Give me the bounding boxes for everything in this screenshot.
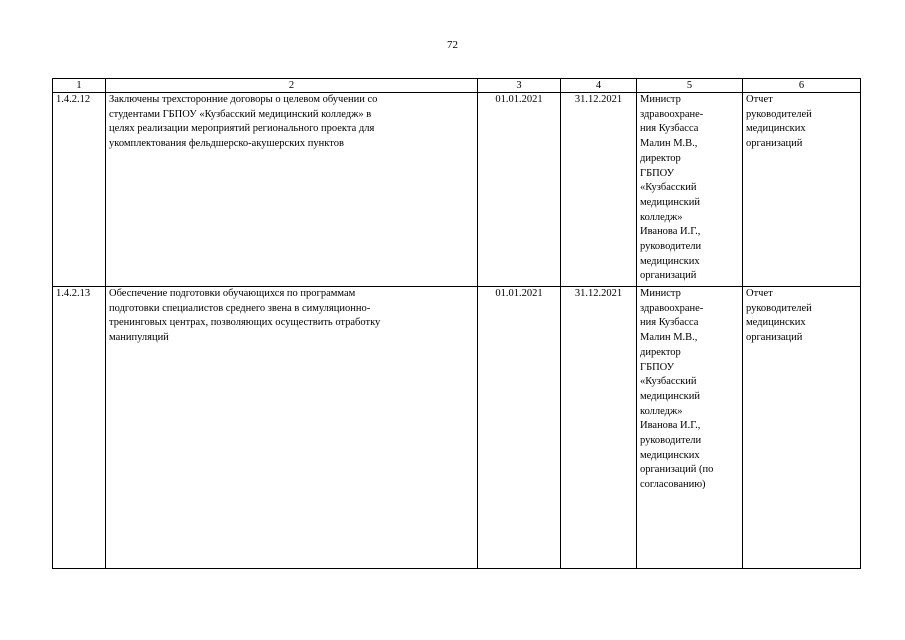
- responsible-line: «Кузбасский: [640, 182, 697, 194]
- responsible-line: руководители: [640, 435, 702, 447]
- report-line: руководителей: [746, 108, 812, 120]
- row-responsible: [637, 93, 743, 287]
- column-header-5: 5: [637, 79, 743, 93]
- responsible-line: ГБПОУ: [640, 361, 675, 373]
- row-report: [743, 93, 861, 287]
- responsible-line: медицинский: [640, 196, 700, 208]
- row-start-date: 01.01.2021: [478, 93, 561, 287]
- description-line: Обеспечение подготовки обучающихся по программам: [109, 288, 356, 299]
- column-header-3: 3: [478, 79, 561, 93]
- responsible-line: колледж»: [640, 211, 683, 223]
- description-line: Заключены трехсторонние договоры о целевом обучении со: [109, 94, 378, 105]
- row-description: [106, 93, 478, 287]
- page-number: 72: [447, 39, 458, 51]
- responsible-line: ния Кузбасса: [640, 123, 699, 135]
- responsible-line: директор: [640, 346, 681, 358]
- header-row: [53, 79, 861, 93]
- report-line: Отчет: [746, 288, 773, 299]
- row-responsible: [637, 287, 743, 569]
- report-line: руководителей: [746, 302, 812, 314]
- description-line: целях реализации мероприятий регионального проекта для: [109, 123, 375, 135]
- column-header-4: 4: [561, 79, 637, 93]
- row-end-date: 31.12.2021: [561, 93, 637, 287]
- column-header-1: 1: [53, 79, 106, 93]
- responsible-line: Иванова И.Г.,: [640, 226, 701, 238]
- row-start-date: 01.01.2021: [478, 287, 561, 569]
- description-line: манипуляций: [109, 332, 169, 344]
- responsible-line: согласованию): [640, 479, 706, 491]
- report-line: организаций: [746, 138, 803, 150]
- responsible-line: организаций (по: [640, 464, 714, 476]
- responsible-line: здравоохране-: [640, 108, 704, 120]
- description-line: студентами ГБПОУ «Кузбасский медицинский колледж» в: [109, 108, 372, 120]
- responsible-line: медицинских: [640, 449, 700, 461]
- responsible-line: колледж»: [640, 405, 683, 417]
- responsible-line: Малин М.В.,: [640, 138, 698, 150]
- table-row: [53, 93, 861, 287]
- table-header: [53, 79, 861, 93]
- table-body: [53, 93, 861, 569]
- row-report: [743, 287, 861, 569]
- row-code: 1.4.2.12: [53, 93, 106, 287]
- responsible-line: медицинский: [640, 390, 700, 402]
- column-header-2: 2: [106, 79, 478, 93]
- responsible-line: ГБПОУ: [640, 167, 675, 179]
- responsible-line: медицинских: [640, 255, 700, 267]
- responsible-line: Министр: [640, 288, 681, 299]
- description-line: укомплектования фельдшерско-акушерских пунктов: [109, 138, 344, 150]
- responsible-line: руководители: [640, 241, 702, 253]
- responsible-line: Иванова И.Г.,: [640, 420, 701, 432]
- responsible-line: ния Кузбасса: [640, 317, 699, 329]
- activity-plan-table: [52, 78, 861, 569]
- responsible-line: Министр: [640, 94, 681, 105]
- responsible-line: «Кузбасский: [640, 376, 697, 388]
- table-row: [53, 287, 861, 569]
- row-description: [106, 287, 478, 569]
- description-line: подготовки специалистов среднего звена в симуляционно-: [109, 302, 371, 314]
- description-line: тренинговых центрах, позволяющих осуществить отработку: [109, 317, 381, 329]
- responsible-line: организаций: [640, 270, 697, 282]
- row-code: 1.4.2.13: [53, 287, 106, 569]
- report-line: Отчет: [746, 94, 773, 105]
- row-end-date: 31.12.2021: [561, 287, 637, 569]
- column-header-6: 6: [743, 79, 861, 93]
- report-line: медицинских: [746, 317, 806, 329]
- responsible-line: директор: [640, 152, 681, 164]
- responsible-line: Малин М.В.,: [640, 332, 698, 344]
- report-line: медицинских: [746, 123, 806, 135]
- responsible-line: здравоохране-: [640, 302, 704, 314]
- report-line: организаций: [746, 332, 803, 344]
